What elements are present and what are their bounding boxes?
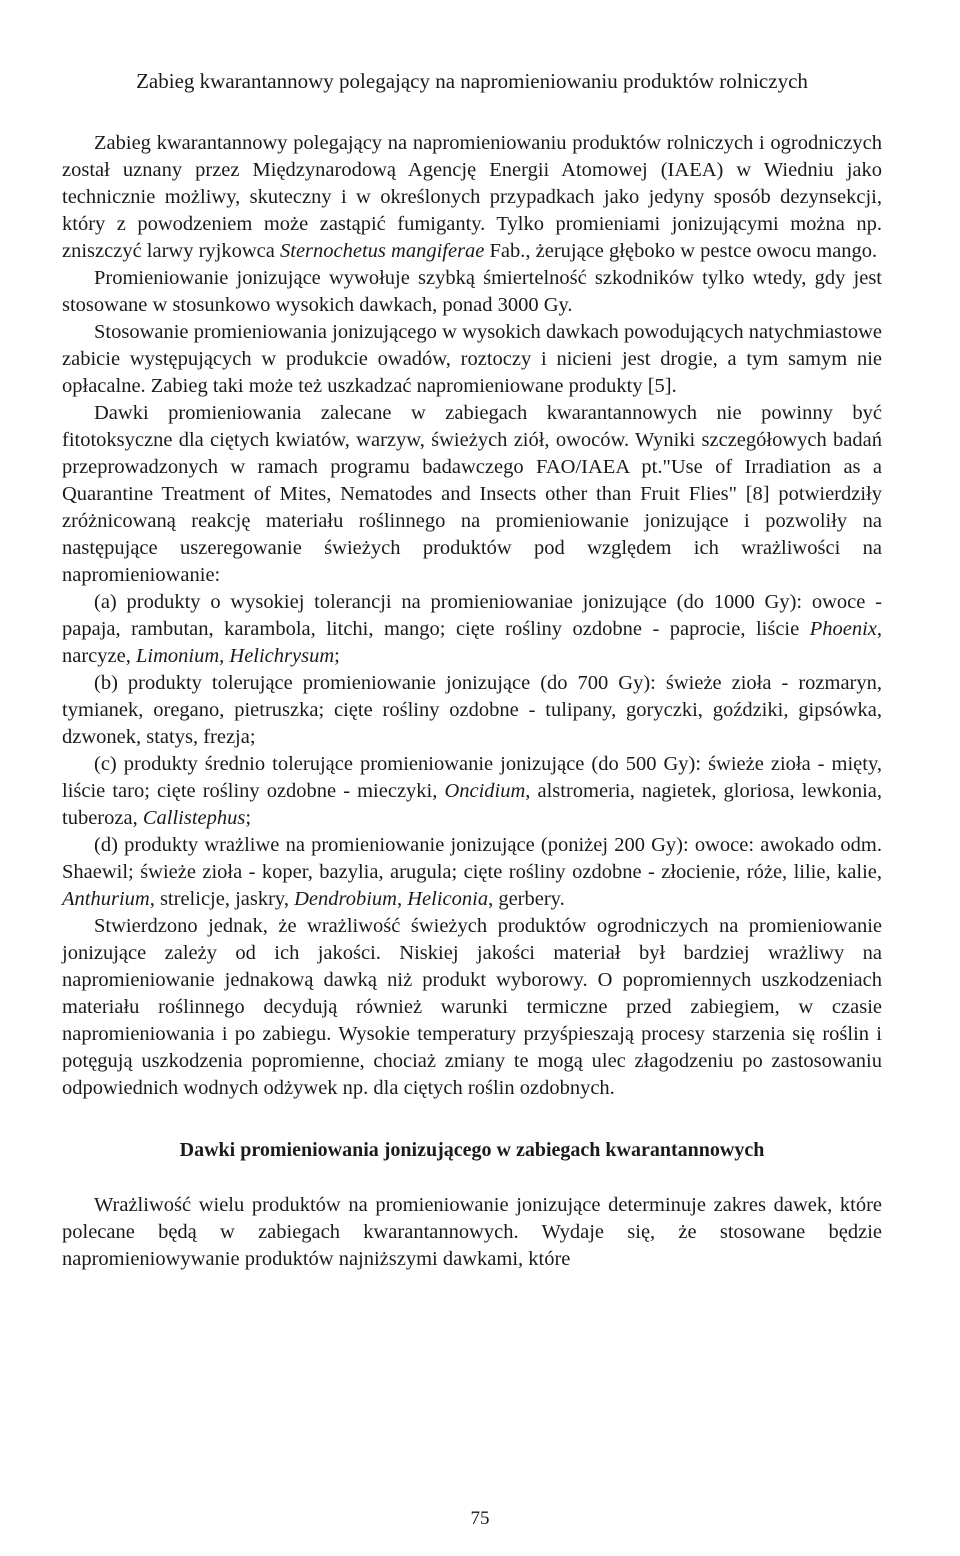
list-item-c-italic-1: Oncidium: [444, 780, 526, 802]
paragraph-intro: [62, 130, 882, 265]
section-heading: Dawki promieniowania jonizującego w zabiegach kwarantannowych: [179, 1139, 765, 1161]
list-item-d-italic-2: Dendrobium: [294, 888, 397, 910]
list-item-d-italic-1: Anthurium: [62, 888, 150, 910]
list-item-b: (b) produkty tolerujące promieniowanie jonizujące (do 700 Gy): świeże zioła - rozmaryn, tymianek, oregano, pietruszka; cięte rośliny ozdobne - tulipany, goryczki, goździki, gipsówka, dzwonek, statys, frezja;: [62, 672, 882, 748]
list-item-d-italic-3: Heliconia: [407, 888, 489, 910]
list-item-c-text-3: ;: [245, 807, 252, 829]
list-item-a-italic-1: Phoenix: [809, 618, 877, 640]
list-item-a-italic-3: Helichrysum: [229, 645, 335, 667]
page-number: 75: [470, 1508, 490, 1529]
list-item-c: [62, 751, 882, 832]
paragraph-intro-text-b: Fab., żerujące głęboko w pestce owocu mango.: [484, 240, 878, 262]
paragraph-dose-range: Wrażliwość wielu produktów na promieniowanie jonizujące determinuje zakres dawek, które polecane będą w zabiegach kwarantannowych. Wydaje się, że stosowane będzie napromieniowywanie produktów najniższymi dawkami, które: [62, 1194, 882, 1270]
list-item-a: [62, 589, 882, 670]
paragraph-quality-sensitivity: Stwierdzono jednak, że wrażliwość świeżych produktów ogrodniczych na promieniowanie jonizujące zależy od ich jakości. Niskiej jakości materiał był bardziej wrażliwy na napromieniowanie jednakową dawką niż produkt wyborowy. O popromiennych uszkodzeniach materiału roślinnego decydują również warunki termiczne przed zabiegiem, w czasie napromieniowania i po zabiegu. Wysokie temperatury przyśpieszają procesy starzenia się roślin i potęgują uszkodzenia popromienne, chociaż zmiany te mogą ulec złagodzeniu po zastosowaniu odpowiednich wodnych odżywek np. dla ciętych roślin ozdobnych.: [62, 915, 882, 1099]
list-item-d-text: (d) produkty wrażliwe na promieniowanie jonizujące (poniżej 200 Gy): owoce: awokado odm. Shaewil; świeże zioła - koper, bazylia, arugula; cięte rośliny ozdobne - złocienie, róże, lilie, kalie,: [62, 834, 882, 883]
paragraph-dose-effect: Promieniowanie jonizujące wywołuje szybką śmiertelność szkodników tylko wtedy, gdy jest stosowane w stosunkowo wysokich dawkach, ponad 3000 Gy.: [62, 267, 882, 316]
paragraph-high-dose-cost: Stosowanie promieniowania jonizującego w wysokich dawkach powodujących natychmiastowe zabicie występujących w produkcie owadów, roztoczy i nicieni jest drogie, a tym samym nie opłacalne. Zabieg taki może też uszkadzać napromieniowane produkty [5].: [62, 321, 882, 397]
list-item-a-italic-2: Limonium: [135, 645, 220, 667]
list-item-c-italic-2: Callistephus: [142, 807, 246, 829]
document-title: Zabieg kwarantannowy polegający na napromieniowaniu produktów rolniczych: [136, 69, 808, 93]
list-item-a-text-4: ;: [334, 645, 340, 667]
list-item-c-text: (c) produkty średnio tolerujące promieniowanie jonizujące (do 500 Gy): świeże zioła - mięty, liście taro; cięte rośliny ozdobne - mieczyki,: [62, 753, 882, 802]
document-page: [62, 66, 882, 1273]
list-item-a-text-3: ,: [219, 645, 230, 667]
list-item-a-text-2: , narcyze,: [62, 618, 882, 667]
paragraph-fao-iaea-study: Dawki promieniowania zalecane w zabiegach kwarantannowych nie powinny być fitotoksyczne dla ciętych kwiatów, warzyw, świeżych ziół, owoców. Wyniki szczegółowych badań przeprowadzonych w ramach programu badawczego FAO/IAEA pt."Use of Irradiation as a Quarantine Treatment of Mites, Nematodes and Insects other than Fruit Flies" [8] potwierdziły zróżnicowaną reakcję materiału roślinnego na promieniowanie jonizujące i pozwoliły na następujące uszeregowanie świeżych produktów pod względem ich wrażliwości na napromieniowanie:: [62, 402, 882, 586]
list-item-a-text: (a) produkty o wysokiej tolerancji na promieniowaniae jonizujące (do 1000 Gy): owoce - papaja, rambutan, karambola, litchi, mango; cięte rośliny ozdobne - paprocie, liście: [62, 591, 882, 640]
list-item-d-text-4: , gerbery.: [488, 888, 565, 910]
paragraph-intro-text-a: Zabieg kwarantannowy polegający na napromieniowaniu produktów rolniczych i ogrodniczych został uznany przez Międzynarodową Agencję Energii Atomowej (IAEA) w Wiedniu jako technicznie możliwy, skuteczny i w określonych przypadkach jako jedyny sposób dezynsekcji, który z powodzeniem może zastąpić fumiganty. Tylko promieniami jonizującymi można np. zniszczyć larwy ryjkowca: [62, 132, 882, 262]
species-name: Sternochetus mangiferae: [280, 240, 485, 262]
list-item-d: [62, 832, 882, 913]
list-item-d-text-2: , strelicje, jaskry,: [149, 888, 295, 910]
list-item-c-text-2: , alstromeria, nagietek, gloriosa, lewkonia, tuberoza,: [62, 780, 883, 829]
list-item-d-text-3: ,: [396, 888, 408, 910]
